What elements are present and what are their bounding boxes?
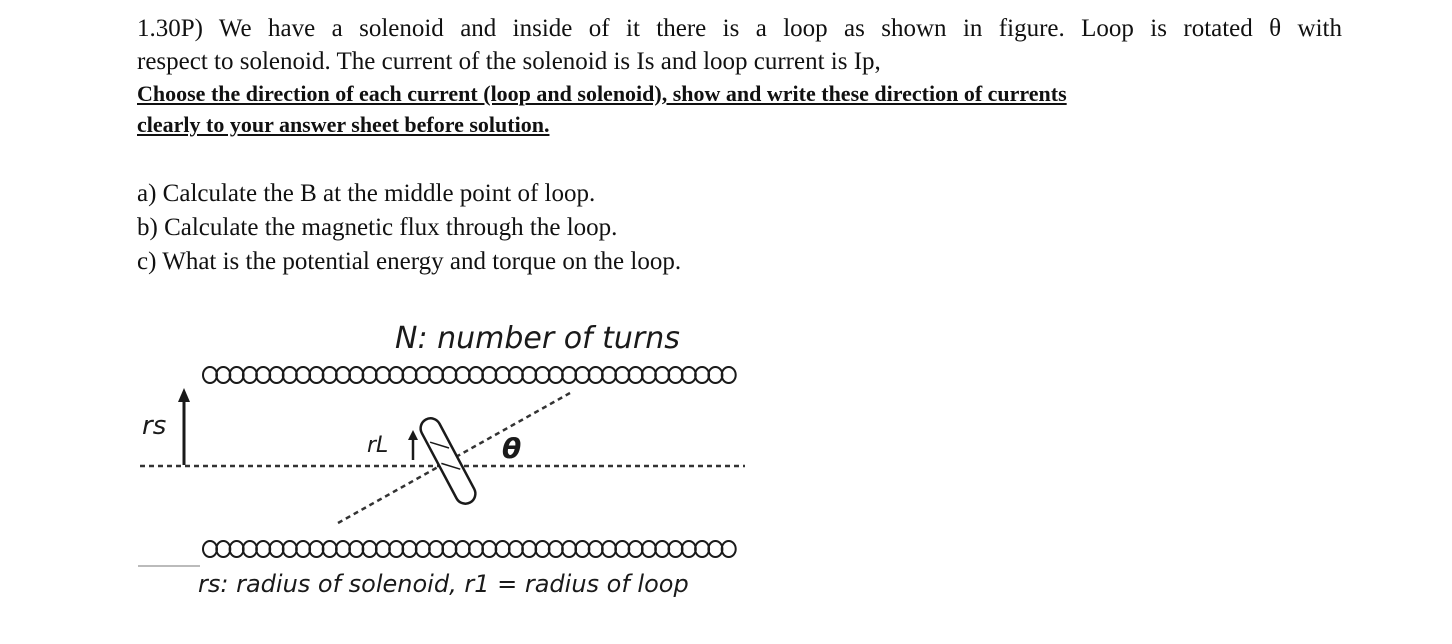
solenoid-figure xyxy=(0,300,1452,644)
coil-turn xyxy=(243,541,257,557)
coil-turn xyxy=(363,541,377,557)
coil-turn xyxy=(270,541,284,557)
coil-turn xyxy=(429,541,443,557)
coil-turn xyxy=(416,541,430,557)
coil-turn xyxy=(469,367,483,383)
rs-label: rs xyxy=(142,411,167,441)
coil-turn xyxy=(429,367,443,383)
rl-label: rL xyxy=(367,433,389,458)
coil-turn xyxy=(283,367,297,383)
part-c: c) What is the potential energy and torque on the loop. xyxy=(137,248,682,275)
coil-turn xyxy=(389,367,403,383)
coil-turn xyxy=(283,541,297,557)
coil-turn xyxy=(230,367,244,383)
coil-turn xyxy=(589,367,603,383)
coil-turn xyxy=(203,541,217,557)
coil-turn xyxy=(708,367,722,383)
coil-turn xyxy=(496,367,510,383)
coil-turn xyxy=(589,541,603,557)
coil-turn xyxy=(549,367,563,383)
rs-arrow xyxy=(178,388,190,465)
coil-turn xyxy=(575,367,589,383)
coil-turn xyxy=(615,541,629,557)
coil-turn xyxy=(522,541,536,557)
coil-turn xyxy=(482,541,496,557)
coil-turn xyxy=(442,541,456,557)
coil-turn xyxy=(562,541,576,557)
coil-turn xyxy=(615,367,629,383)
coil-turn xyxy=(203,367,217,383)
part-a: a) Calculate the B at the middle point of loop. xyxy=(137,180,596,207)
coil-turn xyxy=(403,367,417,383)
coil-turn xyxy=(270,367,284,383)
coil-turn xyxy=(309,541,323,557)
coil-turn xyxy=(522,367,536,383)
coil-turn xyxy=(695,367,709,383)
coil-turn xyxy=(296,367,310,383)
instruction-line-2: clearly to your answer sheet before solution. xyxy=(137,112,550,137)
coil-turn xyxy=(349,367,363,383)
coil-turn xyxy=(216,541,230,557)
coil-turn xyxy=(389,541,403,557)
coil-turn xyxy=(655,541,669,557)
coil-turn xyxy=(403,541,417,557)
coil-turn xyxy=(216,367,230,383)
legend-label: rs: radius of solenoid, r1 = radius of loop xyxy=(198,570,689,598)
coil-turn xyxy=(376,367,390,383)
coil-turn xyxy=(416,367,430,383)
coil-turn xyxy=(496,541,510,557)
part-b: b) Calculate the magnetic flux through the loop. xyxy=(137,214,618,241)
coil-turn xyxy=(256,541,270,557)
coil-turn xyxy=(230,541,244,557)
coil-turn xyxy=(669,367,683,383)
coil-turn xyxy=(695,541,709,557)
coil-turn xyxy=(336,541,350,557)
instruction-line-1: Choose the direction of each current (loop and solenoid), show and write these direction of currents xyxy=(137,81,1067,106)
coil-turn xyxy=(456,367,470,383)
coil-turn xyxy=(642,541,656,557)
coil-turn xyxy=(349,541,363,557)
coil-turn xyxy=(336,367,350,383)
coil-turn xyxy=(323,541,337,557)
problem-statement xyxy=(137,12,1342,279)
coil-turn xyxy=(536,367,550,383)
turns-label: N: number of turns xyxy=(395,321,680,356)
spacer xyxy=(137,140,1342,177)
coil-turn xyxy=(655,367,669,383)
coil-turn xyxy=(682,367,696,383)
coil-turn xyxy=(256,367,270,383)
coil-turn xyxy=(536,541,550,557)
coil-turn xyxy=(602,367,616,383)
coil-turn xyxy=(363,367,377,383)
coil-turn xyxy=(482,367,496,383)
rl-arrow xyxy=(408,430,418,460)
coil-turn xyxy=(456,541,470,557)
coil-turn xyxy=(722,367,736,383)
coil-turn xyxy=(376,541,390,557)
coil-turn xyxy=(296,541,310,557)
coil-turn xyxy=(469,541,483,557)
coil-turn xyxy=(509,367,523,383)
coil-turn xyxy=(562,367,576,383)
theta-label: θ xyxy=(502,432,522,465)
coil-turn xyxy=(549,541,563,557)
solenoid-bottom-coils xyxy=(203,541,736,557)
problem-intro-line-1: 1.30P) We have a solenoid and inside of it there is a loop as shown in figure. Loop is rotated θ with xyxy=(137,15,1342,42)
solenoid-top-coils xyxy=(203,367,736,383)
coil-turn xyxy=(682,541,696,557)
coil-turn xyxy=(629,367,643,383)
coil-turn xyxy=(708,541,722,557)
coil-turn xyxy=(629,541,643,557)
coil-turn xyxy=(602,541,616,557)
coil-turn xyxy=(642,367,656,383)
coil-turn xyxy=(722,541,736,557)
coil-turn xyxy=(575,541,589,557)
problem-intro-line-2: respect to solenoid. The current of the solenoid is Is and loop current is Ip, xyxy=(137,48,881,75)
coil-turn xyxy=(669,541,683,557)
coil-turn xyxy=(309,367,323,383)
coil-turn xyxy=(442,367,456,383)
coil-turn xyxy=(243,367,257,383)
coil-turn xyxy=(509,541,523,557)
coil-turn xyxy=(323,367,337,383)
current-loop xyxy=(417,415,479,507)
